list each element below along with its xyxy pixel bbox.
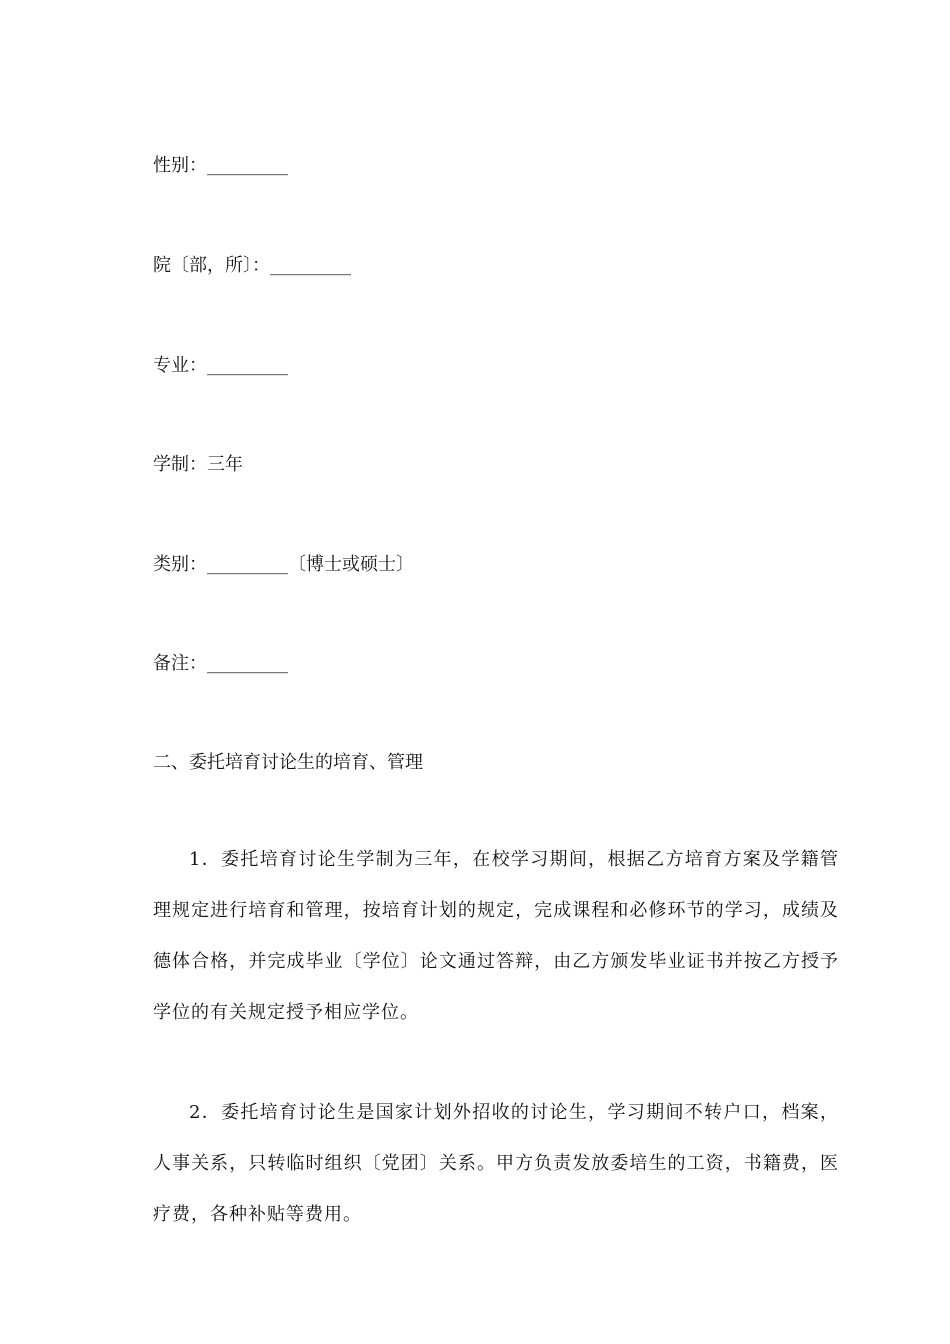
field-duration: 学制：三年 bbox=[153, 454, 243, 475]
paragraph-1: 1．委托培育讨论生学制为三年，在校学习期间，根据乙方培育方案及学籍管理规定进行培育和管理，按培育计划的规定，完成课程和必修环节的学习，成绩及德体合格，并完成毕业〔学位〕论文通过答辩，由乙方颁发毕业证书并按乙方授予学位的有关规定授予相应学位。 bbox=[153, 849, 839, 1023]
field-major: 专业：_________ bbox=[153, 355, 288, 376]
field-department: 院〔部，所〕：_________ bbox=[153, 255, 351, 276]
field-gender: 性别：_________ bbox=[153, 155, 288, 176]
field-remarks: 备注：_________ bbox=[153, 653, 288, 674]
field-category: 类别：_________〔博士或硕士〕 bbox=[153, 554, 414, 575]
section-heading: 二、委托培育讨论生的培育、管理 bbox=[153, 752, 423, 773]
paragraph-2: 2．委托培育讨论生是国家计划外招收的讨论生，学习期间不转户口，档案，人事关系，只转临时组织〔党团〕关系。甲方负责发放委培生的工资，书籍费，医疗费，各种补贴等费用。 bbox=[153, 1102, 839, 1225]
